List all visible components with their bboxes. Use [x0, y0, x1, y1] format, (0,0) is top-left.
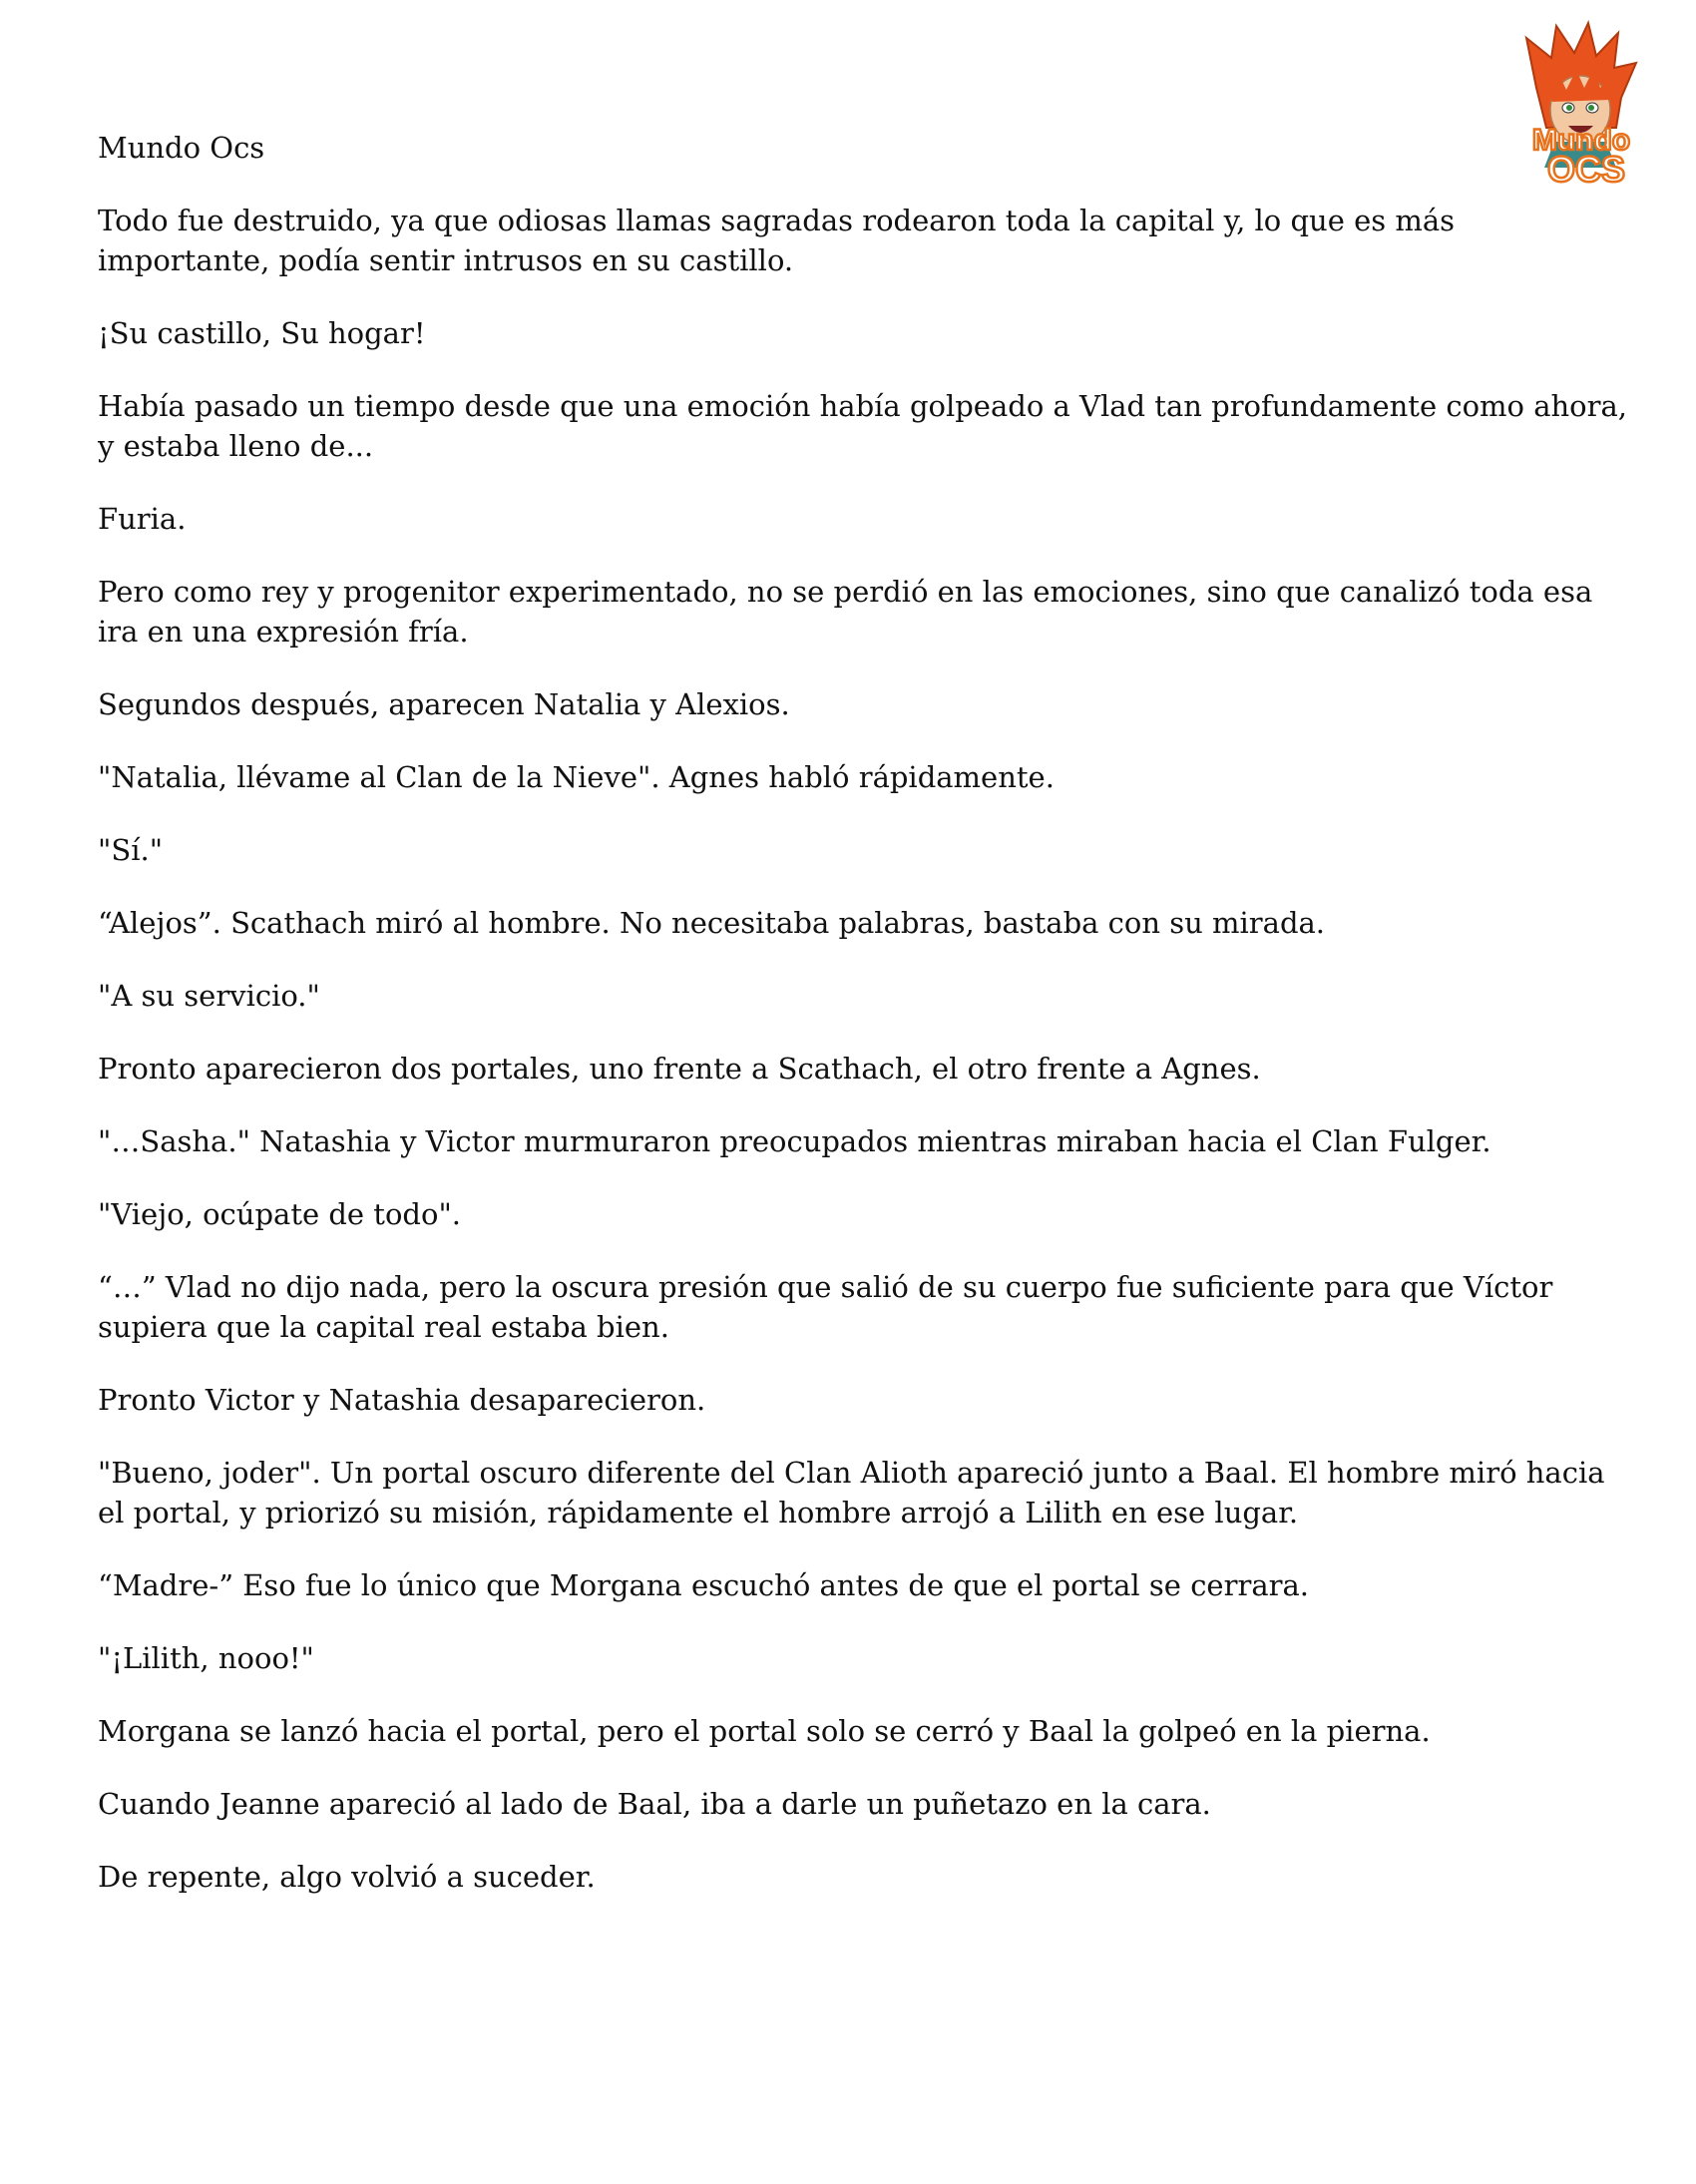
paragraph: Pero como rey y progenitor experimentado, no se perdió en las emociones, sino que canalizó toda esa ira en una expresión fría.: [98, 575, 1593, 649]
paragraph: “Madre-” Eso fue lo único que Morgana escuchó antes de que el portal se cerrara.: [98, 1568, 1309, 1602]
paragraph: "Viejo, ocúpate de todo".: [98, 1197, 462, 1231]
document-body: [98, 128, 1634, 1930]
paragraph: ¡Su castillo, Su hogar!: [98, 316, 426, 350]
paragraph: "Bueno, joder". Un portal oscuro diferente del Clan Alioth apareció junto a Baal. El hombre miró hacia el portal, y priorizó su misión, rápidamente el hombre arrojó a Lilith en ese lugar.: [98, 1456, 1605, 1529]
paragraph: Furia.: [98, 502, 187, 536]
paragraph: Pronto Victor y Natashia desaparecieron.: [98, 1383, 706, 1417]
paragraph: "¡Lilith, nooo!": [98, 1641, 314, 1675]
document-title: Mundo Ocs: [98, 131, 265, 165]
paragraph: "Sí.": [98, 833, 164, 867]
paragraph: Había pasado un tiempo desde que una emoción había golpeado a Vlad tan profundamente como ahora, y estaba lleno de...: [98, 389, 1628, 463]
paragraph: Segundos después, aparecen Natalia y Alexios.: [98, 687, 790, 721]
paragraph: Morgana se lanzó hacia el portal, pero el portal solo se cerró y Baal la golpeó en la pierna.: [98, 1714, 1431, 1748]
paragraph: Pronto aparecieron dos portales, uno frente a Scathach, el otro frente a Agnes.: [98, 1052, 1261, 1086]
paragraph: “Alejos”. Scathach miró al hombre. No necesitaba palabras, bastaba con su mirada.: [98, 906, 1326, 940]
paragraph: De repente, algo volvió a suceder.: [98, 1860, 596, 1894]
logo-text-line1: Mundo: [1531, 124, 1631, 157]
logo-text-line2: OCS: [1546, 149, 1626, 188]
paragraph: Cuando Jeanne apareció al lado de Baal, iba a darle un puñetazo en la cara.: [98, 1787, 1211, 1821]
paragraph: Todo fue destruido, ya que odiosas llamas sagradas rodearon toda la capital y, lo que es más importante, podía sentir intrusos en su castillo.: [98, 204, 1456, 277]
paragraph: "A su servicio.": [98, 979, 320, 1013]
paragraph: "Natalia, llévame al Clan de la Nieve". Agnes habló rápidamente.: [98, 760, 1055, 794]
paragraph: "…Sasha." Natashia y Victor murmuraron preocupados mientras miraban hacia el Clan Fulger.: [98, 1124, 1491, 1158]
paragraph: “…” Vlad no dijo nada, pero la oscura presión que salió de su cuerpo fue suficiente para que Víctor supiera que la capital real estaba bien.: [98, 1270, 1553, 1344]
